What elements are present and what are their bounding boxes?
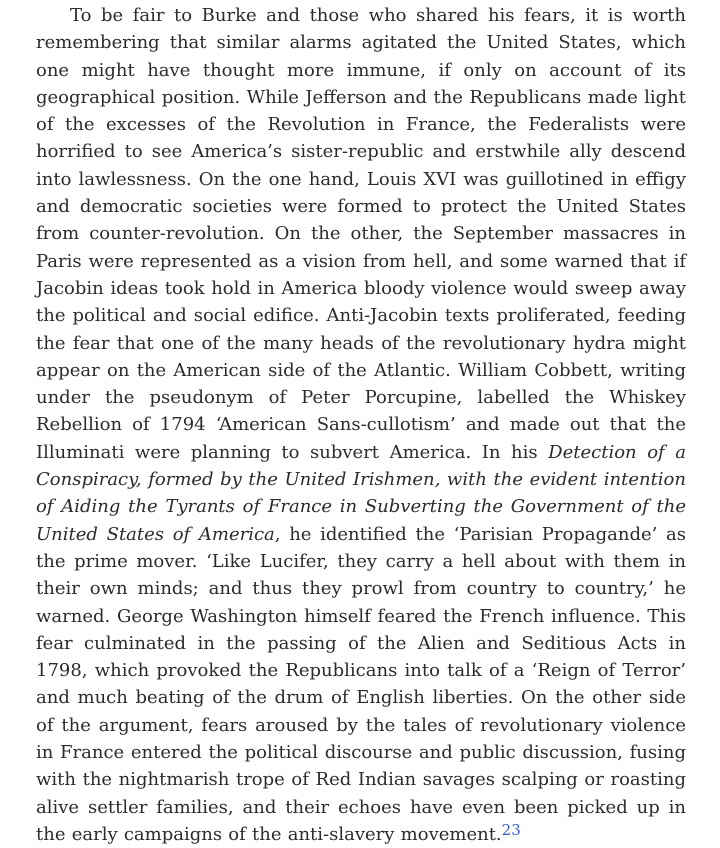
- paragraph-text-part-1: To be fair to Burke and those who shared his fears, it is worth remembering that similar alarms agitated the United States, which one might have thought more immune, if only on account of its geographical position. While Jefferson and the Republicans made light of the excesses of the Revolution in France, the Federalists were horrified to see America’s sister-republic and erstwhile ally descend into lawlessness. On the one hand, Louis XVI was guillotined in effigy and democratic societies were formed to protect the United States from counter-revolution. On the other, the September massacres in Paris were represented as a vision from hell, and some warned that if Jacobin ideas took hold in America bloody violence would sweep away the political and social edifice. Anti-Jacobin texts proliferated, feeding the fear that one of the many heads of the revolutionary hydra might appear on the American side of the Atlantic. William Cobbett, writing under the pseudonym of Peter Porcupine, labelled the Whiskey Rebellion of 1794 ‘American Sans-cullotism’ and made out that the Illuminati were planning to subvert America. In his: [36, 5, 686, 463]
- paragraph-text-part-2: , he identified the ‘Parisian Propagande’ as the prime mover. ‘Like Lucifer, they carry a hell about with them in their own minds; and thus they prowl from country to country,’ he warned. George Washington himself feared the French influence. This fear culminated in the passing of the Alien and Seditious Acts in 1798, which provoked the Republicans into talk of a ‘Reign of Terror’ and much beating of the drum of English liberties. On the other side of the argument, fears aroused by the tales of revolutionary violence in France entered the political discourse and public discussion, fusing with the nightmarish trope of Red Indian savages scalping or roasting alive settler families, and their echoes have even been picked up in the early campaigns of the anti-slavery movement.: [36, 523, 686, 845]
- body-paragraph: [36, 2, 686, 848]
- footnote-link[interactable]: 23: [501, 820, 521, 839]
- book-title-italic: Detection of a Conspiracy, formed by the United Irishmen, with the evident intention of Aiding the Tyrants of France in Subverting the Government of the United States of America: [36, 441, 686, 545]
